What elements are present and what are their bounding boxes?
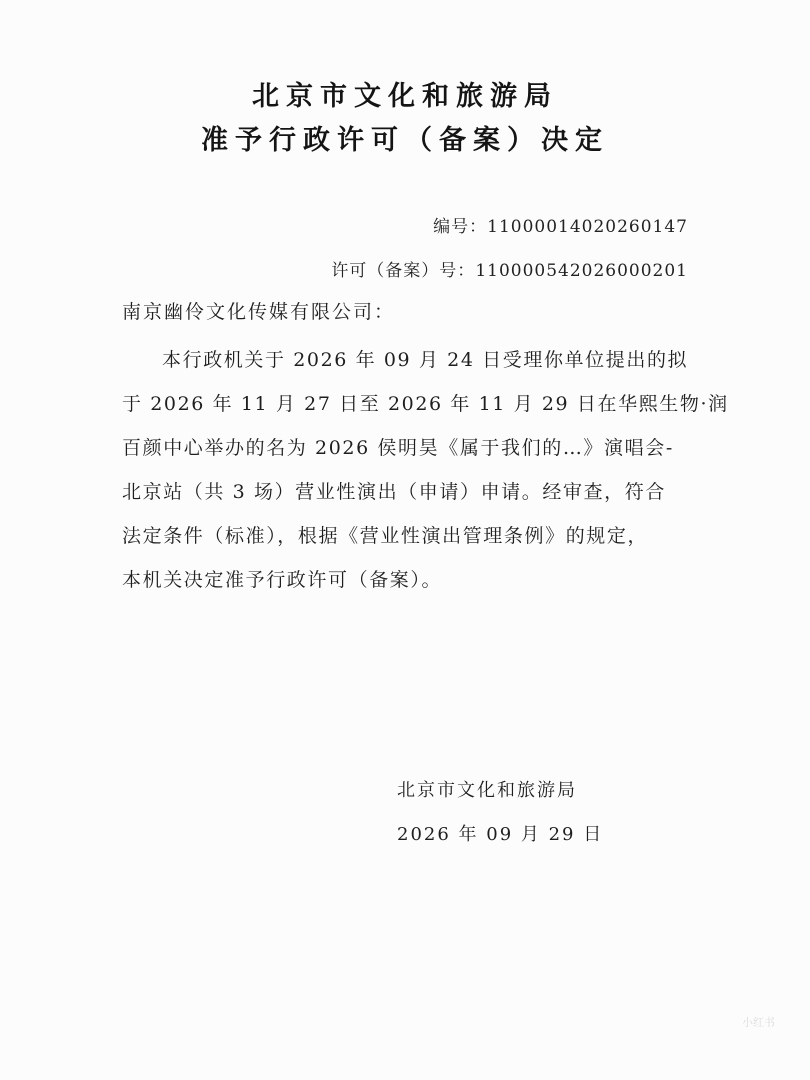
watermark-logo: 小红书 bbox=[742, 1016, 775, 1029]
decision-body bbox=[122, 338, 729, 602]
body-line: 法定条件（标准），根据《营业性演出管理条例》的规定， bbox=[122, 525, 649, 547]
body-line: 本机关决定准予行政许可（备案）。 bbox=[122, 569, 443, 591]
document-number-value: 11000014020260147 bbox=[487, 217, 688, 237]
body-line: 百颜中心举办的名为 2026 侯明昊《属于我们的…》演唱会- bbox=[122, 437, 674, 459]
body-line: 于 2026 年 11 月 27 日至 2026 年 11 月 29 日在华熙生物·润 bbox=[122, 393, 729, 415]
document-title-decision: 准予行政许可（备案）决定 bbox=[201, 125, 609, 156]
signature-date: 2026 年 09 月 29 日 bbox=[397, 824, 604, 845]
document-number bbox=[433, 212, 688, 237]
addressee: 南京幽伶文化传媒有限公司： bbox=[122, 301, 396, 323]
body-line: 本行政机关于 2026 年 09 月 24 日受理你单位提出的拟 bbox=[162, 349, 689, 371]
document-number-label: 编号： bbox=[433, 217, 488, 237]
license-number bbox=[331, 256, 688, 281]
license-number-value: 110000542026000201 bbox=[475, 261, 688, 281]
document-title-authority: 北京市文化和旅游局 bbox=[252, 81, 558, 112]
signature-organization: 北京市文化和旅游局 bbox=[397, 780, 577, 801]
license-number-label: 许可（备案）号： bbox=[331, 261, 476, 281]
body-line: 北京站（共 3 场）营业性演出（申请）申请。经审查，符合 bbox=[122, 481, 666, 503]
